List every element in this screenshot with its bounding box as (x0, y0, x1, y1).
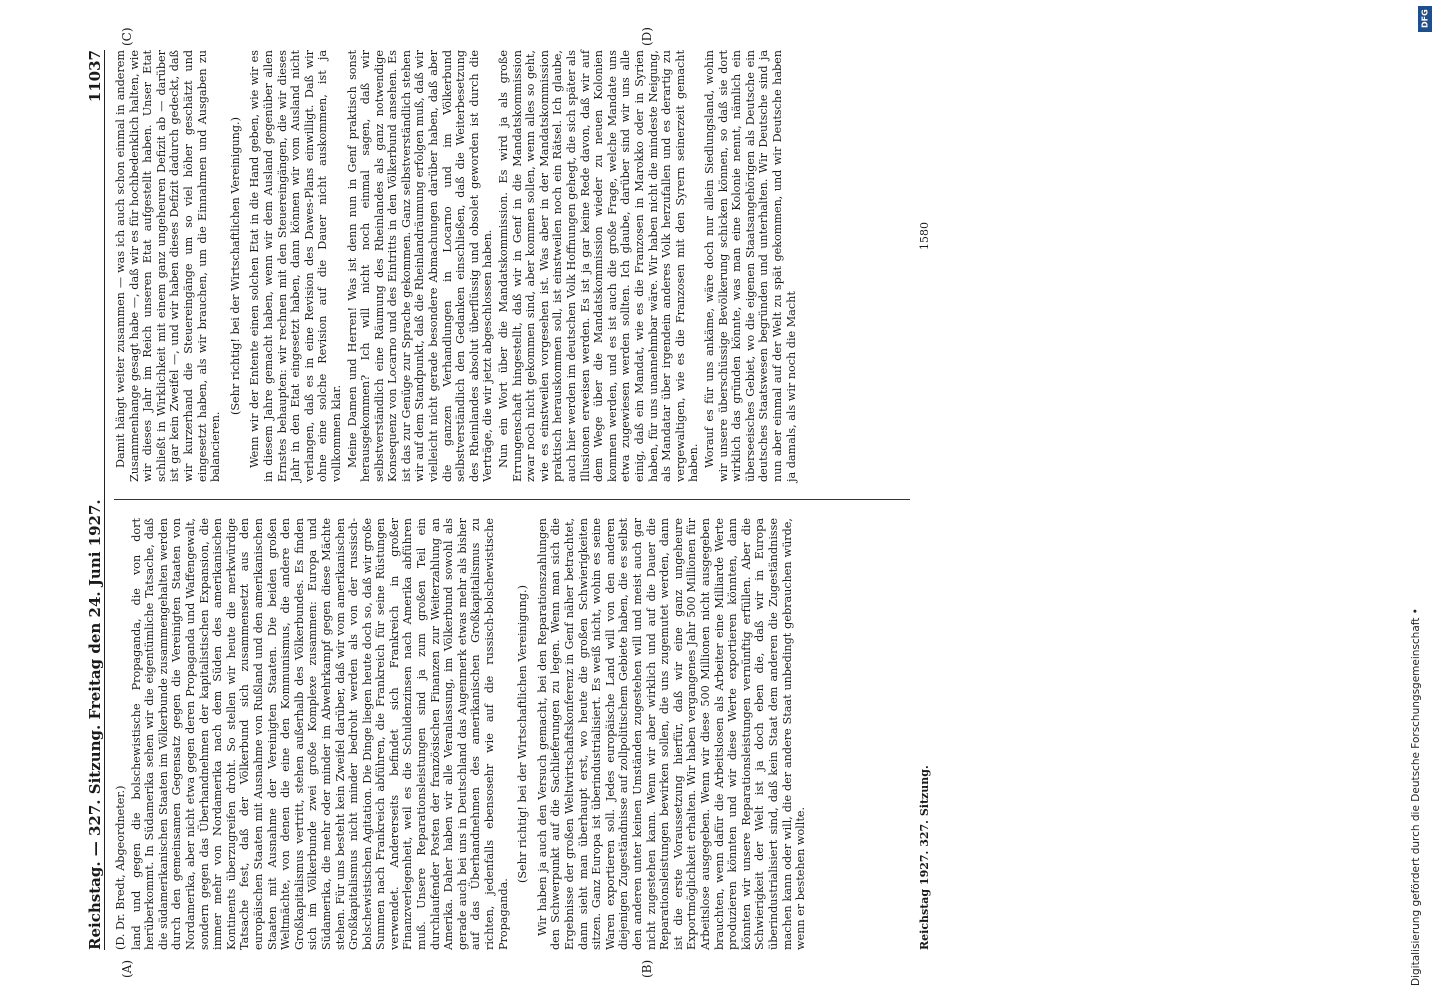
left-paragraph-1: land und gegen die bolschewistische Propaganda, die von dort herüberkommt. In Südamerika sehen wir die eigentümliche Tatsache, daß die südamerikanischen Staaten im Völkerbunde zusammengehalten werden durch den gemeinsamen Gegensatz gegen die Vereinigten Staaten von Nordamerika, aber nicht etwa gegen deren Propaganda und Waffengewalt, sondern gegen das Überhandnehmen der kapitalistischen Expansion, die immer mehr von Nordamerika nach dem Süden des amerikanischen Kontinents überzugreifen droht. So stellen wir heute die merkwürdige Tatsache fest, daß der Völkerbund sich zusammensetzt aus den europäischen Staaten mit Ausnahme von Rußland und den amerikanischen Staaten mit Ausnahme der Vereinigten Staaten. Die beiden großen Weltmächte, von denen die eine den Kommunismus, die andere den Großkapitalismus vertritt, stehen außerhalb des Völkerbundes. Es finden sich im Völkerbunde zwei große Komplexe zusammen: Europa und Südamerika, die mehr oder minder im Abwehrkampf gegen diese Mächte stehen. Für uns besteht kein Zweifel darüber, daß wir vom amerikanischen Großkapitalismus nicht minder bedroht werden als von der russisch-bolschewistischen Agitation. Die Dinge liegen heute doch so, daß wir große Summen nach Frankreich abführen, die Frankreich für seine Rüstungen verwendet. Andererseits befindet sich Frankreich in großer Finanzverlegenheit, weil es die Schuldenzinsen nach Amerika abführen muß. Unsere Reparationsleistungen sind ja zum großen Teil ein durchlaufender Posten der französischen Finanzen zur Weiterzahlung an Amerika. Daher haben wir alle Veranlassung, im Völkerbund sowohl als gerade auch bei uns in Deutschland das Augenmerk etwas mehr als bisher auf das Überhandnehmen des amerikanischen Großkapitalismus zu richten, jedenfalls ebensosehr wie auf die russisch-bolschewistische Propaganda. (129, 518, 510, 950)
left-column (114, 518, 810, 950)
header-page-number: 11037 (86, 50, 104, 103)
page-header (80, 50, 105, 950)
column-divider (114, 499, 910, 500)
dfg-logo: DFG (1418, 6, 1432, 32)
digitization-sidenote (1408, 6, 1430, 996)
margin-letter-a: (A) (120, 959, 134, 978)
header-title: Reichstag. — 327. Sitzung. Freitag den 24. Juni 1927. (86, 499, 104, 950)
footer-sheet-number: 1580 (918, 222, 931, 250)
rotated-page (80, 27, 1360, 978)
right-applause: (Sehr richtig! bei der Wirtschaftlichen Vereinigung.) (228, 117, 242, 415)
right-column (114, 50, 800, 482)
page-footer: Reichstag 1927. 327. Sitzung. (918, 765, 931, 950)
margin-letter-c: (C) (120, 27, 134, 46)
digitization-note-text: Digitalisierung gefördert durch die Deutsche Forschungsgemeinschaft • (1410, 608, 1422, 986)
right-paragraph-2: Wenn wir der Entente einen solchen Etat in die Hand geben, wie wir es in diesem Jahre gemacht haben, wenn wir dem Ausland gegenüber allen Ernstes behaupten: wir rechnen mit den Steuereingängen, die wir dieses Jahr in den Etat eingesetzt haben, dann können wir vom Ausland nicht verlangen, daß es in eine Revision des Dawes-Plans einwilligt. Daß wir ohne eine solche Revision auf die Dauer nicht auskommen, ist ja vollkommen klar. (248, 50, 343, 482)
right-paragraph-4: Nun ein Wort über die Mandatskommission. Es wird ja als große Errungenschaft hingestellt, daß wir in Genf in die Mandatskommission zwar noch nicht gekommen sind, aber kommen sollen, wenn alles so geht, wie es einstweilen vorgesehen ist. Was aber in der Mandatskommission praktisch herauskommen soll, ist einstweilen noch ein Rätsel. Ich glaube, auch hier werden im deutschen Volk Hoffnungen gehegt, die sich später als Illusionen erweisen werden. Es ist ja gar keine Rede davon, daß wir auf dem Wege über die Mandatskommission wieder zu neuen Kolonien kommen werden, und es ist auch die große Frage, welche Mandate uns etwa zugewiesen werden sollten. Ich glaube, darüber sind wir uns alle einig, daß ein Mandat, wie es die Franzosen in Marokko oder in Syrien haben, für uns unannehmbar wäre. Wir haben nicht die mindeste Neigung, als Mandatar über irgendein anderes Volk herzufallen und es derartig zu vergewaltigen, wie es die Franzosen mit den Syrern seinerzeit gemacht haben. (497, 50, 701, 482)
left-paragraph-2: Wir haben ja auch den Versuch gemacht, bei den Reparationszahlungen den Schwerpunkt auf die Sachlieferungen zu legen. Wenn man sich die Ergebnisse der großen Weltwirtschaftskonferenz in Genf näher betrachtet, dann sieht man überhaupt erst, wo heute die großen Schwierigkeiten sitzen. Ganz Europa ist überindustrialisiert. Es weiß nicht, wohin es seine Waren exportieren soll. Jedes europäische Land will von den anderen diejenigen Zugeständnisse auf zollpolitischem Gebiete haben, die es selbst den anderen unter keinen Umständen zugestehen will und meist auch gar nicht zugestehen kann. Wenn wir aber wirklich und auf die Dauer die Reparationsleistungen bewirken sollen, die uns zugemutet werden, dann ist die erste Voraussetzung hierfür, daß wir eine ganz ungeheure Exportmöglichkeit erhalten. Wir haben vergangenes Jahr 500 Millionen für Arbeitslose ausgegeben. Wenn wir diese 500 Millionen nicht ausgegeben brauchten, wenn dafür die Arbeitslosen als Arbeiter eine Milliarde Werte produzieren könnten und wir diese Werte exportieren könnten, dann könnten wir unsere Reparationsleistungen vernünftig erfüllen. Aber die Schwierigkeit der Welt ist ja doch eben die, daß wir in Europa überindustrialisiert sind, daß kein Staat dem anderen die Zugeständnisse machen kann oder will, die der andere Staat unbedingt gebrauchen würde, wenn er bestehen wollte. (535, 518, 808, 950)
speaker-line: (D. Dr. Bredt, Abgeordneter.) (114, 785, 127, 950)
right-paragraph-5: Worauf es für uns ankäme, wäre doch nur allein Siedlungsland, wohin wir unsere überschüssige Bevölkerung schicken können, so daß sie dort wirklich das gründen könnte, was man eine Kolonie nennt, nämlich ein überseeisches Gebiet, wo die eigenen Staatsangehörigen als Deutsche ein deutsches Staatswesen begründen und unterhalten. Wir Deutsche sind ja nun aber einmal auf der Welt zu spät gekommen, und wir Deutsche haben ja damals, als wir noch die Macht (702, 50, 798, 482)
margin-letter-b: (B) (640, 959, 654, 978)
right-paragraph-3: Meine Damen und Herren! Was ist denn nun in Genf praktisch sonst herausgekommen? Ich will nicht noch einmal sagen, daß wir selbstverständlich eine Räumung des Rheinlandes als ganz notwendige Konsequenz von Locarno und des Eintritts in den Völkerbund ansehen. Es ist das zur Genüge zur Sprache gekommen. Ganz selbstverständlich stehen wir auf dem Standpunkt, daß die Rheinlandräumung erfolgen muß, daß wir vielleicht nicht gerade besondere Abmachungen darüber haben, daß aber die ganzen Verhandlungen in Locarno und im Völkerbund selbstverständlich den Gedanken einschließen, daß die Weiterbesetzung des Rheinlandes absolut überflüssig und obsolet geworden ist durch die Verträge, die wir jetzt abgeschlossen haben. (345, 50, 495, 482)
right-paragraph-1: Damit hängt weiter zusammen — was ich auch schon einmal in anderem Zusammenhange gesagt habe —, daß wir es für hochbedenklich halten, wie wir dieses Jahr im Reich unseren Etat aufgestellt haben. Unser Etat schließt in Wirklichkeit mit einem ganz ungeheuren Defizit ab — darüber ist gar kein Zweifel —, und wir haben dieses Defizit dadurch gedeckt, daß wir kurzerhand die Steuereingänge um so viel höher geschätzt und eingesetzt haben, als wir brauchen, um die Einnahmen und Ausgaben zu balancieren. (114, 50, 223, 482)
left-applause: (Sehr richtig! bei der Wirtschaftlichen Vereinigung.) (516, 585, 530, 883)
margin-letter-d: (D) (640, 27, 654, 46)
